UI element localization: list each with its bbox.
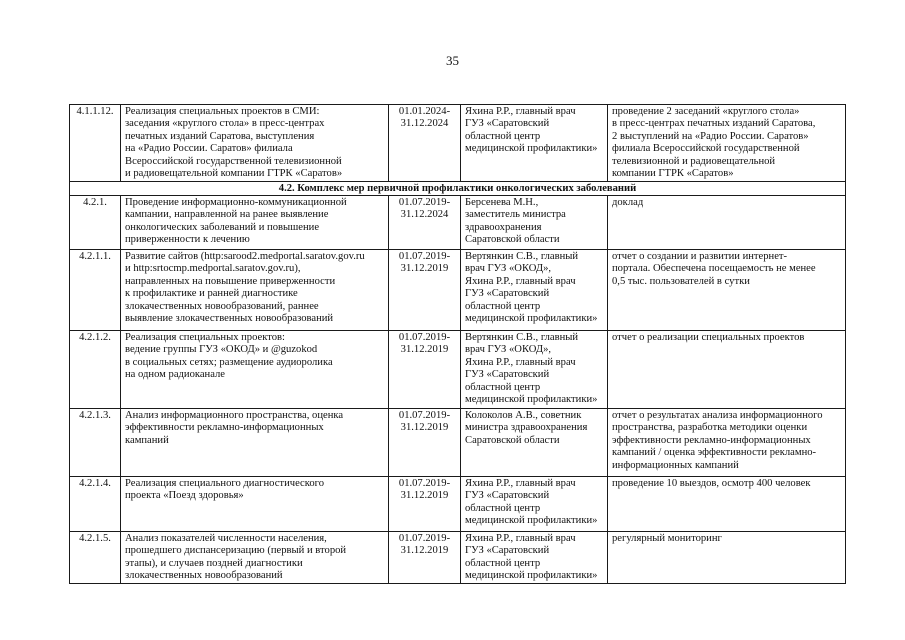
- row-number: 4.2.1.1.: [70, 250, 121, 331]
- responsible-person: Берсенева М.Н., заместитель министра здравоохранения Саратовской области: [461, 196, 608, 250]
- responsible-person: Яхина Р.Р., главный врач ГУЗ «Саратовский областной центр медицинской профилактики»: [461, 477, 608, 532]
- event-description: Реализация специальных проектов: ведение группы ГУЗ «ОКОД» и @guzokod в социальных сетях; размещение аудиоролика на одном радиоканале: [121, 331, 389, 409]
- page-number: 35: [446, 53, 459, 68]
- row-number: 4.2.1.4.: [70, 477, 121, 532]
- row-number: 4.2.1.3.: [70, 409, 121, 477]
- table-row: [70, 105, 846, 182]
- responsible-person: Колоколов А.В., советник министра здравоохранения Саратовской области: [461, 409, 608, 477]
- row-number: 4.2.1.: [70, 196, 121, 250]
- expected-result: регулярный мониторинг: [608, 532, 846, 584]
- row-number: 4.2.1.2.: [70, 331, 121, 409]
- activities-table: [69, 104, 846, 584]
- expected-result: доклад: [608, 196, 846, 250]
- event-dates: 01.07.2019- 31.12.2024: [389, 196, 461, 250]
- row-number: 4.1.1.12.: [70, 105, 121, 182]
- event-dates: 01.07.2019- 31.12.2019: [389, 250, 461, 331]
- table-row: [70, 250, 846, 331]
- event-description: Развитие сайтов (http:sarood2.medportal.saratov.gov.ru и http:srtocmp.medportal.saratov.gov.ru), направленных на повышение приверженности к профилактике и ранней диагностике злокачественных новообразований, раннее выявление злокачественных новообразований: [121, 250, 389, 331]
- event-description: Реализация специального диагностического проекта «Поезд здоровья»: [121, 477, 389, 532]
- expected-result: проведение 10 выездов, осмотр 400 человек: [608, 477, 846, 532]
- event-description: Проведение информационно-коммуникационной кампании, направленной на ранее выявление онкологических заболеваний и повышение приверженности к лечению: [121, 196, 389, 250]
- event-dates: 01.07.2019- 31.12.2019: [389, 477, 461, 532]
- responsible-person: Вертянкин С.В., главный врач ГУЗ «ОКОД», Яхина Р.Р., главный врач ГУЗ «Саратовский областной центр медицинской профилактики»: [461, 331, 608, 409]
- expected-result: проведение 2 заседаний «круглого стола» в пресс-центрах печатных изданий Саратова, 2 выступлений на «Радио России. Саратов» филиала Всероссийской государственной телевизионной и радиовещательной компании ГТРК «Саратов»: [608, 105, 846, 182]
- expected-result: отчет о реализации специальных проектов: [608, 331, 846, 409]
- table-row: [70, 409, 846, 477]
- table-row: [70, 196, 846, 250]
- responsible-person: Вертянкин С.В., главный врач ГУЗ «ОКОД», Яхина Р.Р., главный врач ГУЗ «Саратовский областной центр медицинской профилактики»: [461, 250, 608, 331]
- event-dates: 01.07.2019- 31.12.2019: [389, 409, 461, 477]
- table-row: [70, 331, 846, 409]
- expected-result: отчет о результатах анализа информационного пространства, разработка методики оценки эффективности рекламно-информационных кампаний / оценка эффективности рекламно- информационных кампаний: [608, 409, 846, 477]
- row-number: 4.2.1.5.: [70, 532, 121, 584]
- event-description: Реализация специальных проектов в СМИ: заседания «круглого стола» в пресс-центрах печатных изданий Саратова, выступления на «Радио России. Саратов» филиала Всероссийской государственной телевизионной и радиовещательной компании ГТРК «Саратов»: [121, 105, 389, 182]
- section-heading: 4.2. Комплекс мер первичной профилактики онкологических заболеваний: [70, 182, 846, 196]
- event-description: Анализ информационного пространства, оценка эффективности рекламно-информационных кампаний: [121, 409, 389, 477]
- responsible-person: Яхина Р.Р., главный врач ГУЗ «Саратовский областной центр медицинской профилактики»: [461, 532, 608, 584]
- event-description: Анализ показателей численности населения, прошедшего диспансеризацию (первый и второй этапы), и случаев поздней диагностики злокачественных новообразований: [121, 532, 389, 584]
- section-row: [70, 182, 846, 196]
- event-dates: 01.07.2019- 31.12.2019: [389, 331, 461, 409]
- table-row: [70, 477, 846, 532]
- responsible-person: Яхина Р.Р., главный врач ГУЗ «Саратовский областной центр медицинской профилактики»: [461, 105, 608, 182]
- expected-result: отчет о создании и развитии интернет- портала. Обеспечена посещаемость не менее 0,5 тыс. пользователей в сутки: [608, 250, 846, 331]
- event-dates: 01.07.2019- 31.12.2019: [389, 532, 461, 584]
- table-row: [70, 532, 846, 584]
- event-dates: 01.01.2024- 31.12.2024: [389, 105, 461, 182]
